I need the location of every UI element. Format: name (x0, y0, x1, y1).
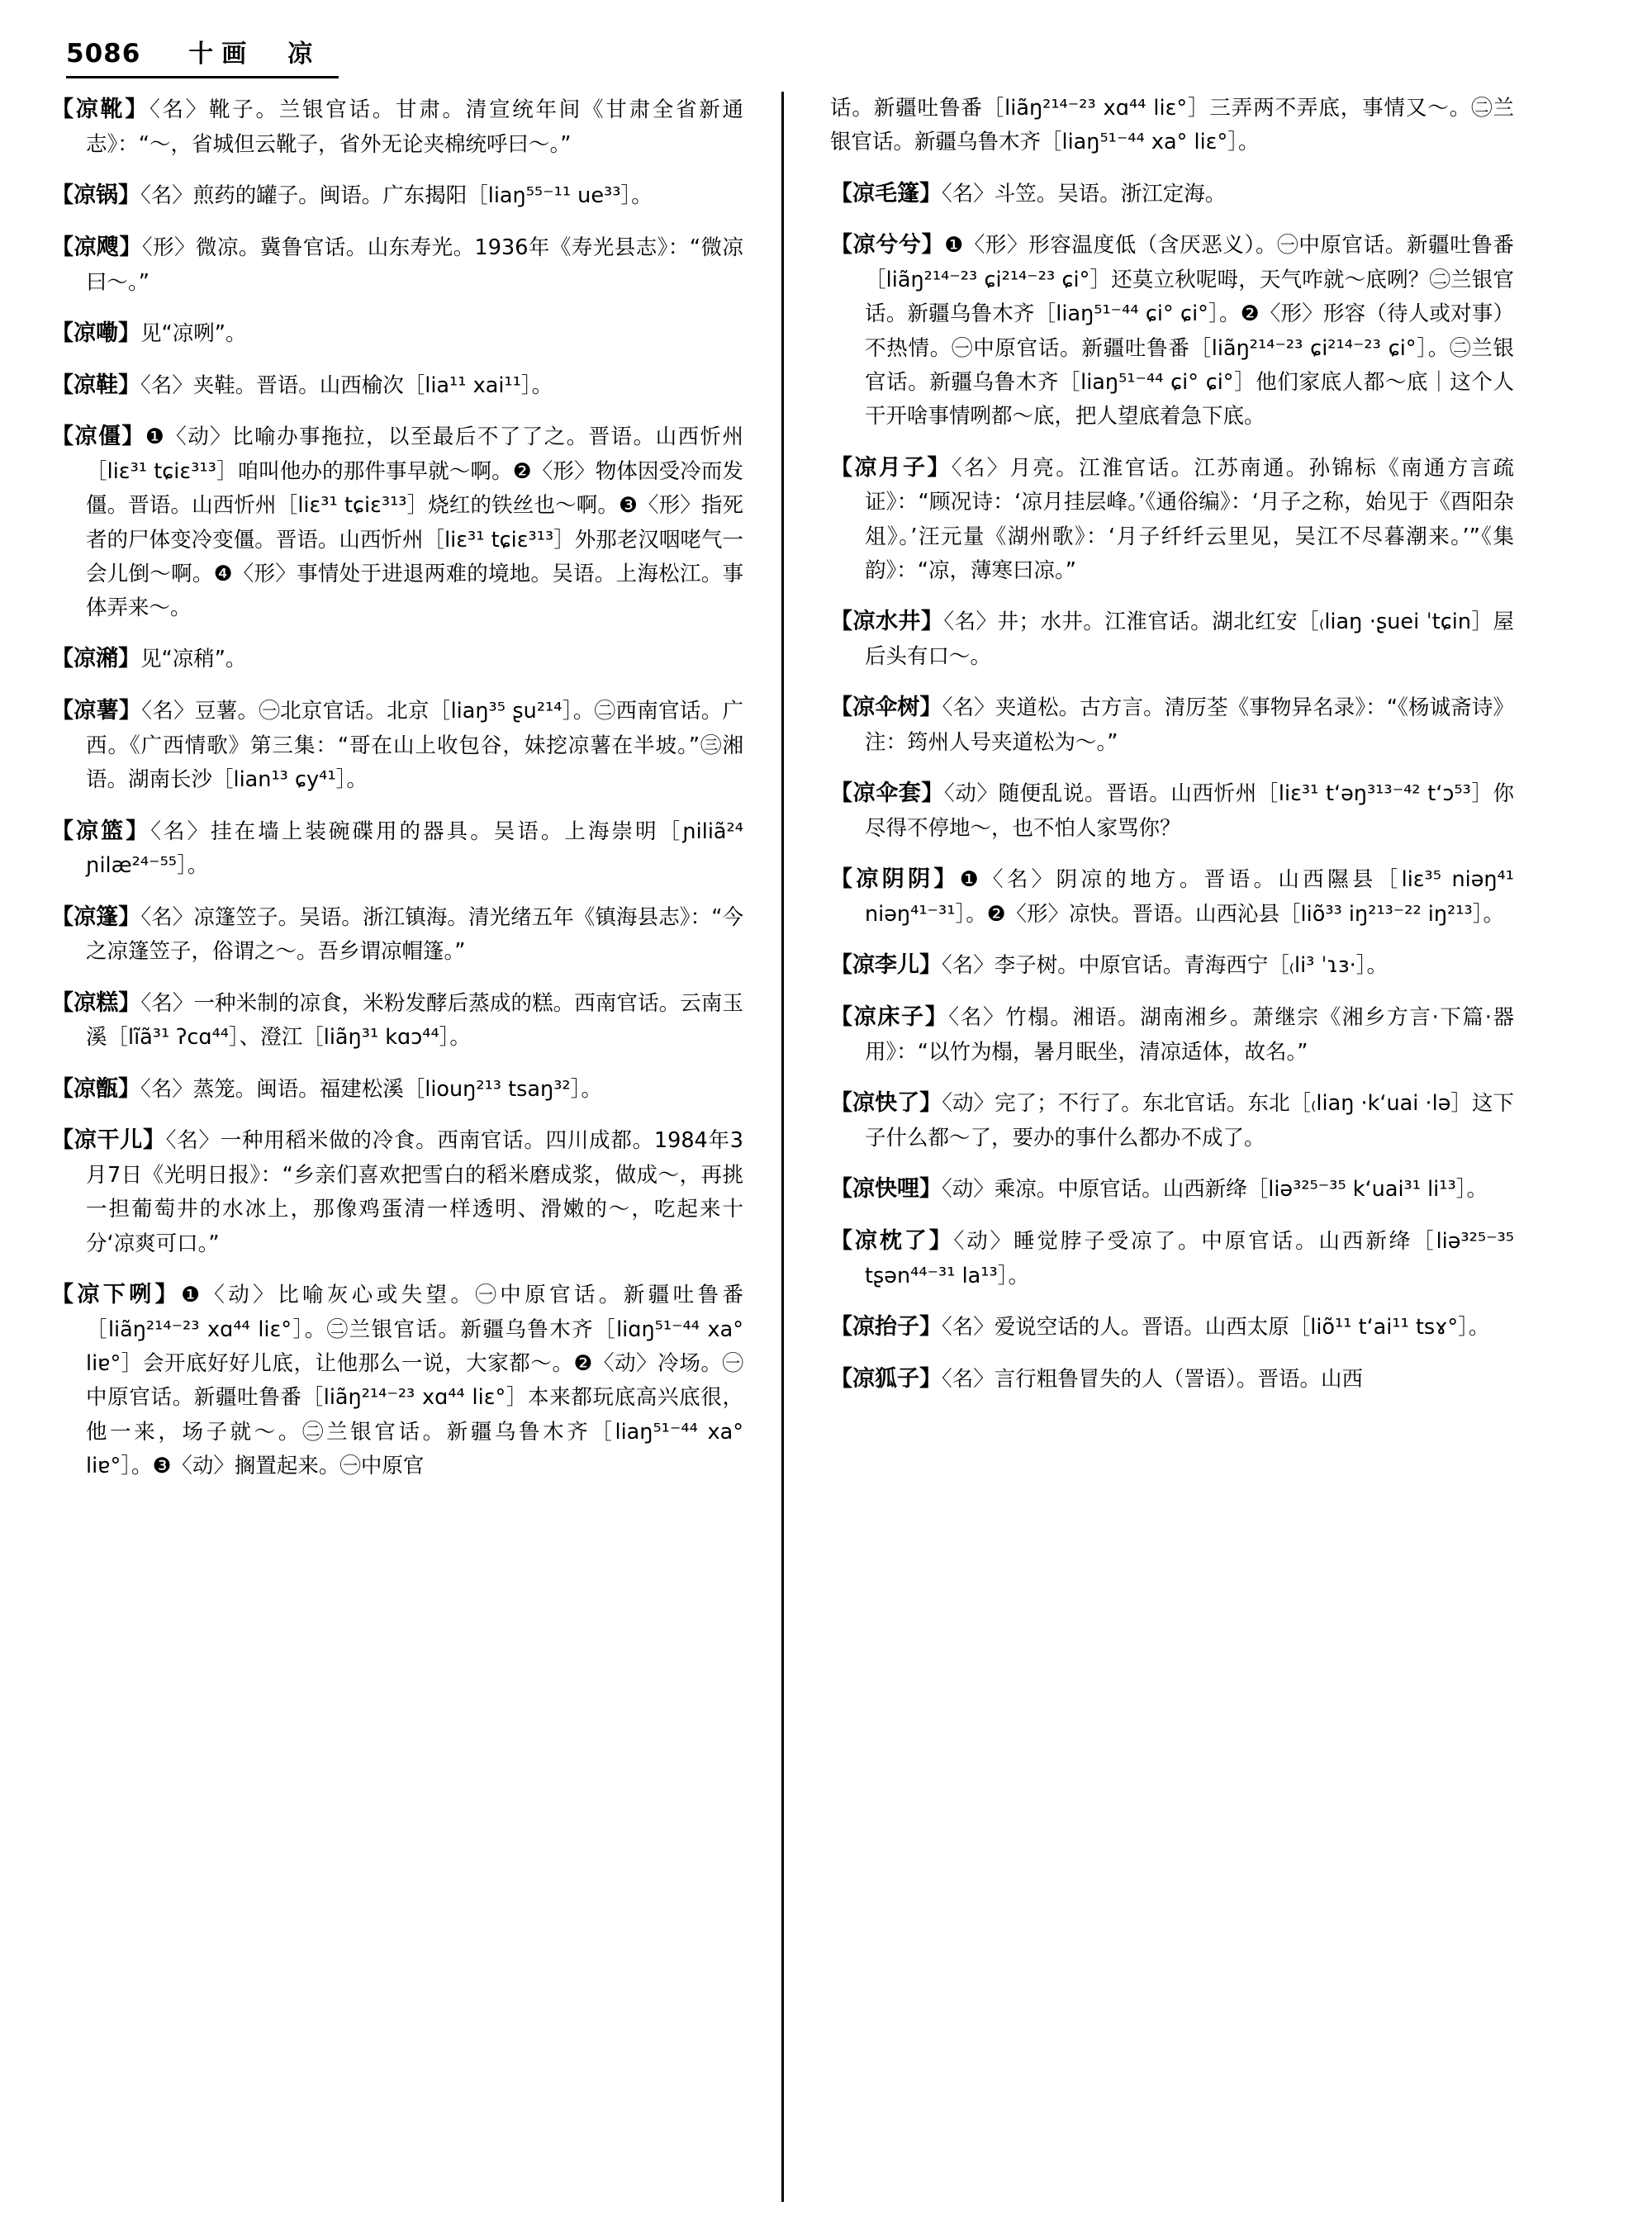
entry-text: 〈动〉完了；不行了。东北官话。东北［₍liaŋ ·kʻuai ·lə］这下子什么都～了，要办的事什么都办不成了。 (865, 1091, 1514, 1151)
entry-text: ❶〈形〉形容温度低（含厌恶义）。㊀中原官话。新疆吐鲁番［liãŋ²¹⁴⁻²³ ɕi²¹⁴⁻²³ ɕi°］还莫立秋呢呣，天气咋就～底咧？㊁兰银官话。新疆乌鲁木齐［liaŋ⁵¹⁻⁴⁴ ɕi° ɕi°］。❷〈形〉形容（待人或对事）不热情。㊀中原官话。新疆吐鲁番［liãŋ²¹⁴⁻²³ ɕi²¹⁴⁻²³ ɕi°］。㊁兰银官话。新疆乌鲁木齐［liaŋ⁵¹⁻⁴⁴ ɕi° ɕi°］他们家底人都～底｜这个人干开啥事情咧都～底，把人望底着急下底。 (865, 233, 1514, 429)
entry-text: 〈名〉夹道松。古方言。清厉荃《事物异名录》：“《杨诚斋诗》注：筠州人号夹道松为～。” (865, 695, 1514, 755)
two-column-body (51, 92, 1601, 2206)
entry-text: 〈名〉爱说空话的人。晋语。山西太原［liõ¹¹ tʻai¹¹ tsɤ°］。 (942, 1314, 1490, 1340)
entry-text: ❶〈动〉比喻灰心或失望。㊀中原官话。新疆吐鲁番［liãŋ²¹⁴⁻²³ xɑ⁴⁴ liɛ°］。㊁兰银官话。新疆乌鲁木齐［liɑŋ⁵¹⁻⁴⁴ xa° liɐ°］会开底好好儿底，让他那么一说，大家都～。❷〈动〉冷场。㊀中原官话。新疆吐鲁番［liãŋ²¹⁴⁻²³ xɑ⁴⁴ liɛ°］本来都玩底高兴底很，他一来，场子就～。㊁兰银官话。新疆乌鲁木齐［liaŋ⁵¹⁻⁴⁴ xa° liɐ°］。❸〈动〉搁置起来。㊀中原官 (86, 1283, 743, 1478)
entry-headword: 【凉枕了】 (830, 1227, 954, 1254)
entry-headword: 【凉月子】 (830, 454, 952, 481)
dictionary-entry (51, 814, 743, 884)
running-head: 十画 凉 (188, 40, 321, 69)
entry-text: 〈动〉乘凉。中原官话。山西新绛［liə³²⁵⁻³⁵ kʻuai³¹ li¹³］。 (942, 1177, 1488, 1203)
dictionary-entry (830, 604, 1514, 674)
entry-headword: 【凉抬子】 (830, 1313, 942, 1340)
page-number: 5086 (66, 39, 141, 69)
entry-headword: 【凉床子】 (830, 1004, 949, 1031)
dictionary-entry (830, 1085, 1514, 1155)
entry-text: 〈动〉睡觉脖子受凉了。中原官话。山西新绛［liə³²⁵⁻³⁵ tʂən⁴⁴⁻³¹ la¹³］。 (865, 1228, 1514, 1288)
dictionary-entry (51, 1071, 743, 1108)
dictionary-entry (51, 985, 743, 1056)
entry-text: 〈名〉斗笠。吴语。浙江定海。 (942, 181, 1227, 206)
entry-headword: 【凉狐子】 (830, 1365, 942, 1392)
entry-text: 〈名〉夹鞋。晋语。山西榆次［lia¹¹ xai¹¹］。 (140, 372, 553, 398)
entry-headword: 【凉干儿】 (51, 1127, 166, 1154)
column-divider (781, 92, 784, 2202)
entry-headword: 【凉嘞】 (51, 320, 140, 346)
entry-headword: 【凉僵】 (51, 424, 145, 450)
entry-headword: 【凉伞套】 (830, 780, 945, 807)
entry-text: 〈名〉挂在墙上装碗碟用的器具。吴语。上海崇明［ɲiliã²⁴ ɲilæ²⁴⁻⁵⁵］。 (86, 818, 743, 879)
entry-headword: 【凉毛篷】 (830, 180, 942, 206)
entry-headword: 【凉靴】 (51, 97, 150, 122)
entry-text: 〈形〉微凉。冀鲁官话。山东寿光。1936年《寿光县志》：“微凉曰～。” (86, 235, 744, 295)
entry-headword: 【凉李儿】 (830, 952, 942, 979)
entry-headword: 【凉鞋】 (51, 372, 140, 398)
header-rule (66, 76, 339, 78)
dictionary-entry (830, 1223, 1514, 1293)
dictionary-entry (830, 861, 1514, 932)
entry-headword: 【凉篷】 (51, 904, 141, 930)
dictionary-entry (51, 1122, 743, 1261)
entry-text: 〈名〉言行粗鲁冒失的人（詈语）。晋语。山西 (942, 1366, 1364, 1392)
dictionary-entry (51, 316, 743, 352)
entry-text: 〈名〉一种用稻米做的冷食。西南官话。四川成都。1984年3月7日《光明日报》：“乡亲们喜欢把雪白的稻米磨成浆，做成～，再挑一担葡萄井的水冰上，那像鸡蛋清一样透明、滑嫩的～，吃起来十分‘凉爽可口。” (86, 1128, 744, 1256)
entry-headword: 【凉快了】 (830, 1090, 942, 1117)
entry-text: 话。新疆吐鲁番［liãŋ²¹⁴⁻²³ xɑ⁴⁴ liɛ°］三弄两不弄底，事情又～。㊁兰银官话。新疆乌鲁木齐［liaŋ⁵¹⁻⁴⁴ xa° liɛ°］。 (830, 96, 1514, 155)
entry-headword: 【凉锅】 (51, 183, 140, 209)
dictionary-entry (830, 450, 1514, 589)
page-header (51, 33, 1601, 69)
entry-headword: 【凉阴阴】 (830, 866, 960, 893)
entry-headword: 【凉快哩】 (830, 1176, 942, 1203)
entry-headword: 【凉兮兮】 (830, 232, 945, 259)
entry-text: 见“凉稍”。 (140, 647, 247, 672)
dictionary-entry (51, 230, 743, 300)
entry-headword: 【凉飕】 (51, 234, 142, 260)
entry-headword: 【凉潲】 (51, 646, 140, 672)
entry-text: 〈动〉随便乱说。晋语。山西忻州［liɛ³¹ tʻəŋ³¹³⁻⁴² tʻɔ⁵³］你尽得不停地～，也不怕人家骂你？ (865, 781, 1514, 841)
dictionary-entry (830, 999, 1514, 1070)
entry-text: 〈名〉井；水井。江淮官话。湖北红安［₍liaŋ ·ʂuei ˈtɕin］屋后头有口～。 (865, 610, 1514, 669)
dictionary-entry (51, 899, 743, 970)
entry-text: 〈名〉一种米制的凉食，米粉发酵后蒸成的糕。西南官话。云南玉溪［lĩã³¹ ʔcɑ⁴⁴］、澄江［liãŋ³¹ kɑɔ⁴⁴］。 (86, 990, 743, 1051)
dictionary-entry (830, 1361, 1514, 1397)
dictionary-entry (51, 693, 743, 797)
entry-headword: 【凉篮】 (51, 818, 151, 844)
entry-headword: 【凉甑】 (51, 1075, 140, 1102)
dictionary-entry-continuation (830, 92, 1514, 160)
entry-text: 〈名〉豆薯。㊀北京官话。北京［liaŋ³⁵ ʂu²¹⁴］。㊁西南官话。广西。《广西情歌》第三集：“哥在山上收包谷，妹挖凉薯在半坡。”㊂湘语。湖南长沙［lian¹³ ɕy⁴¹］。 (86, 699, 744, 793)
column-left (51, 92, 771, 2206)
dictionary-entry (830, 947, 1514, 984)
entry-text: 〈名〉靴子。兰银官话。甘肃。清宣统年间《甘肃全省新通志》：“～，省城但云靴子，省外无论夹棉统呼曰～。” (86, 97, 743, 157)
dictionary-entry (51, 178, 743, 214)
entry-text: 〈名〉李子树。中原官话。青海西宁［₍li³ ˈɿɜ·］。 (942, 953, 1388, 979)
entry-headword: 【凉水井】 (830, 609, 944, 635)
entry-headword: 【凉伞树】 (830, 695, 942, 721)
entry-headword: 【凉糕】 (51, 989, 141, 1016)
dictionary-entry (51, 419, 743, 625)
entry-text: ❶〈动〉比喻办事拖拉，以至最后不了了之。晋语。山西忻州［liɛ³¹ tɕiɛ³¹³］咱叫他办的那件事早就～啊。❷〈形〉物体因受冷而发僵。晋语。山西忻州［liɛ³¹ tɕiɛ³¹³］烧红的铁丝也～啊。❸〈形〉指死者的尸体变冷变僵。晋语。山西忻州［liɛ³¹ tɕiɛ³¹³］外那老汉咽咾气一会儿倒～啊。❹〈形〉事情处于进退两难的境地。吴语。上海松江。事体弄来～。 (86, 425, 743, 621)
entry-text: 〈名〉凉篷笠子。吴语。浙江镇海。清光绪五年《镇海县志》：“今之凉篷笠子，俗谓之～。吾乡谓凉帽篷。” (86, 904, 744, 965)
column-right (794, 92, 1514, 2206)
dictionary-entry (830, 176, 1514, 212)
dictionary-entry (830, 776, 1514, 846)
entry-text: 见“凉咧”。 (140, 320, 247, 346)
entry-text: 〈名〉月亮。江淮官话。江苏南通。孙锦标《南通方言疏证》：“顾况诗：‘凉月挂层峰。’《通俗编》：‘月子之称，始见于《酉阳杂俎》。’汪元量《湖州歌》：‘月子纤纤云里见，吴江不尽暮潮来。’”《集韵》：“凉，薄寒曰凉。” (865, 455, 1514, 583)
entry-headword: 【凉薯】 (51, 698, 142, 724)
dictionary-entry (830, 1171, 1514, 1208)
entry-text: ❶〈名〉阴凉的地方。晋语。山西隰县［liɛ³⁵ niəŋ⁴¹ niəŋ⁴¹⁻³¹］。❷〈形〉凉快。晋语。山西沁县［liõ³³ iŋ²¹³⁻²² iŋ²¹³］。 (865, 867, 1514, 927)
dictionary-entry (51, 92, 743, 162)
dictionary-entry (830, 227, 1514, 434)
dictionary-entry (51, 368, 743, 404)
dictionary-entry (830, 690, 1514, 760)
entry-text: 〈名〉蒸笼。闽语。福建松溪［liouŋ²¹³ tsaŋ³²］。 (140, 1076, 602, 1102)
entry-headword: 【凉下咧】 (51, 1282, 182, 1307)
dictionary-entry (830, 1309, 1514, 1345)
entry-text: 〈名〉煎药的罐子。闽语。广东揭阳［liaŋ⁵⁵⁻¹¹ ue³³］。 (140, 183, 653, 209)
dictionary-entry (51, 641, 743, 677)
dictionary-entry (51, 1277, 743, 1483)
entry-text: 〈名〉竹榻。湘语。湖南湘乡。萧继宗《湘乡方言·下篇·器用》：“以竹为榻，暑月眠坐，清凉适体，故名。” (865, 1005, 1514, 1065)
